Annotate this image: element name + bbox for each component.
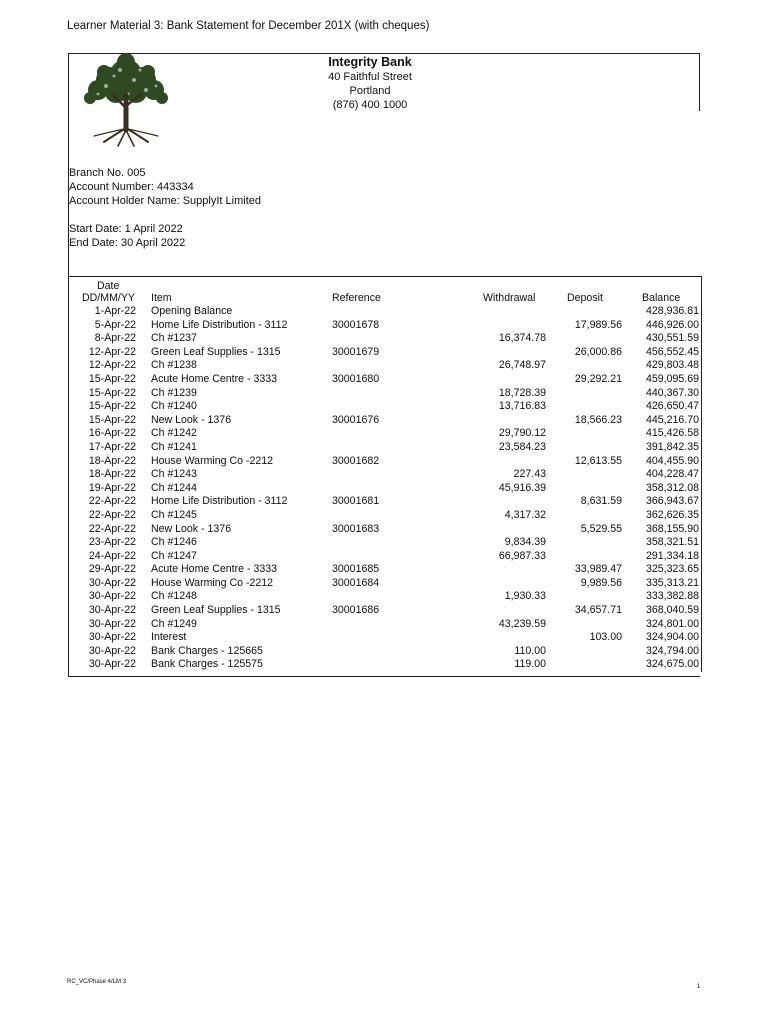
header-date-format: DD/MM/YY <box>82 292 135 304</box>
cell-deposit: 29,292.21 <box>574 372 622 385</box>
cell-date: 29-Apr-22 <box>88 563 136 576</box>
cell-date: 30-Apr-22 <box>88 576 136 589</box>
cell-item: Opening Balance <box>151 305 233 317</box>
cell-deposit: 8,631.59 <box>580 495 622 508</box>
cell-deposit: 26,000.86 <box>574 345 622 358</box>
cell-deposit: 17,989.56 <box>574 318 622 331</box>
cell-reference: 30001678 <box>332 318 380 331</box>
cell-balance: 446,926.00 <box>645 318 699 331</box>
account-details <box>69 166 261 250</box>
cell-date: 30-Apr-22 <box>88 617 136 630</box>
cell-date: 22-Apr-22 <box>88 508 136 521</box>
cell-date: 17-Apr-22 <box>88 440 136 453</box>
table-header <box>69 277 701 305</box>
cell-date: 30-Apr-22 <box>88 644 136 657</box>
cell-deposit: 9,989.56 <box>580 576 622 589</box>
cell-deposit: 33,989.47 <box>574 563 622 576</box>
cell-reference: 30001684 <box>332 576 380 589</box>
table-row <box>69 509 701 523</box>
cell-balance: 459,095.69 <box>645 372 699 385</box>
cell-date: 15-Apr-22 <box>88 372 136 385</box>
table-row <box>69 590 701 604</box>
cell-reference: 30001680 <box>332 372 380 385</box>
cell-date: 15-Apr-22 <box>88 386 136 399</box>
cell-withdrawal: 1,930.33 <box>504 590 546 603</box>
bank-city: Portland <box>349 85 391 97</box>
cell-date: 12-Apr-22 <box>88 359 136 372</box>
cell-balance: 324,794.00 <box>645 644 699 657</box>
cell-reference: 30001679 <box>332 345 380 358</box>
cell-reference: 30001683 <box>332 522 380 535</box>
cell-item: Ch #1237 <box>151 332 197 345</box>
header-reference: Reference <box>332 292 381 304</box>
cell-date: 23-Apr-22 <box>88 536 136 549</box>
cell-reference: 30001676 <box>332 413 380 426</box>
cell-date: 30-Apr-22 <box>88 604 136 617</box>
cell-balance: 324,675.00 <box>645 658 699 671</box>
table-row <box>69 400 701 414</box>
table-body <box>69 305 701 672</box>
cell-balance: 368,040.59 <box>645 604 699 617</box>
document-title: Learner Material 3: Bank Statement for December 201X (with cheques) <box>67 20 430 32</box>
cell-withdrawal: 18,728.39 <box>498 386 546 399</box>
cell-item: Ch #1239 <box>151 386 197 399</box>
cell-balance: 335,313.21 <box>645 576 699 589</box>
table-row <box>69 495 701 509</box>
cell-reference: 30001686 <box>332 604 380 617</box>
cell-balance: 324,904.00 <box>645 631 699 644</box>
cell-balance: 404,228.47 <box>645 468 699 481</box>
table-row <box>69 332 701 346</box>
cell-date: 8-Apr-22 <box>94 332 136 345</box>
bank-header <box>300 55 440 112</box>
cell-item: Ch #1246 <box>151 536 197 549</box>
cell-item: Acute Home Centre - 3333 <box>151 563 278 576</box>
table-row <box>69 359 701 373</box>
table-row <box>69 482 701 496</box>
header-date: Date <box>97 280 120 292</box>
footer-reference: RC_VC/Phase 4/LM 3 <box>67 979 127 985</box>
cell-withdrawal: 4,317.32 <box>504 508 546 521</box>
cell-balance: 324,801.00 <box>645 617 699 630</box>
cell-balance: 430,551.59 <box>645 332 699 345</box>
cell-item: New Look - 1376 <box>151 413 232 426</box>
cell-item: House Warming Co -2212 <box>151 576 274 589</box>
table-row <box>69 427 701 441</box>
cell-withdrawal: 66,987.33 <box>498 549 546 562</box>
table-row <box>69 645 701 659</box>
cell-item: Ch #1247 <box>151 549 197 562</box>
cell-reference: 30001681 <box>332 495 380 508</box>
table-row <box>69 604 701 618</box>
cell-balance: 358,312.08 <box>645 481 699 494</box>
cell-date: 30-Apr-22 <box>88 590 136 603</box>
table-row <box>69 441 701 455</box>
table-row <box>69 536 701 550</box>
cell-item: Bank Charges - 125665 <box>151 644 263 657</box>
cell-date: 1-Apr-22 <box>94 305 136 317</box>
page-number: 1 <box>697 984 701 990</box>
header-withdrawal: Withdrawal <box>483 292 536 304</box>
cell-balance: 415,426.58 <box>645 427 699 440</box>
cell-item: New Look - 1376 <box>151 522 232 535</box>
cell-balance: 456,552.45 <box>645 345 699 358</box>
cell-item: Bank Charges - 125575 <box>151 658 263 671</box>
cell-date: 24-Apr-22 <box>88 549 136 562</box>
cell-withdrawal: 29,790.12 <box>498 427 546 440</box>
cell-date: 22-Apr-22 <box>88 495 136 508</box>
cell-withdrawal: 110.00 <box>514 644 546 657</box>
table-row <box>69 563 701 577</box>
header-item: Item <box>151 292 172 304</box>
cell-balance: 291,334.18 <box>645 549 699 562</box>
table-row <box>69 577 701 591</box>
cell-balance: 404,455.90 <box>645 454 699 467</box>
cell-date: 12-Apr-22 <box>88 345 136 358</box>
cell-withdrawal: 9,834.39 <box>504 536 546 549</box>
cell-item: Ch #1238 <box>151 359 197 372</box>
cell-deposit: 34,657.71 <box>574 604 622 617</box>
cell-deposit: 5,529.55 <box>580 522 622 535</box>
cell-withdrawal: 26,748.97 <box>498 359 546 372</box>
cell-date: 19-Apr-22 <box>88 481 136 494</box>
end-date: End Date: 30 April 2022 <box>69 237 186 249</box>
cell-date: 16-Apr-22 <box>88 427 136 440</box>
account-holder: Account Holder Name: SupplyIt Limited <box>69 195 261 207</box>
header-balance: Balance <box>642 292 681 304</box>
cell-balance: 429,803.48 <box>645 359 699 372</box>
bank-street: 40 Faithful Street <box>328 71 412 83</box>
cell-balance: 440,367.30 <box>645 386 699 399</box>
cell-item: Ch #1240 <box>151 400 197 413</box>
cell-item: Ch #1243 <box>151 468 197 481</box>
table-row <box>69 523 701 537</box>
cell-withdrawal: 45,916.39 <box>498 481 546 494</box>
cell-item: Interest <box>151 631 187 644</box>
table-row <box>69 631 701 645</box>
bank-phone: (876) 400 1000 <box>332 99 408 111</box>
cell-balance: 366,943.67 <box>645 495 699 508</box>
cell-reference: 30001682 <box>332 454 380 467</box>
cell-item: House Warming Co -2212 <box>151 454 274 467</box>
cell-item: Ch #1245 <box>151 508 197 521</box>
cell-date: 15-Apr-22 <box>88 400 136 413</box>
cell-date: 30-Apr-22 <box>88 658 136 671</box>
cell-date: 22-Apr-22 <box>88 522 136 535</box>
table-row <box>69 346 701 360</box>
table-bottom-border <box>68 676 700 677</box>
cell-withdrawal: 119.00 <box>514 658 546 671</box>
table-row <box>69 658 701 672</box>
cell-item: Ch #1248 <box>151 590 197 603</box>
start-date: Start Date: 1 April 2022 <box>69 223 183 235</box>
bank-name: Integrity Bank <box>328 55 412 69</box>
cell-deposit: 18,566.23 <box>574 413 622 426</box>
cell-withdrawal: 16,374.78 <box>498 332 546 345</box>
cell-balance: 333,382.88 <box>645 590 699 603</box>
cell-balance: 325,323.65 <box>645 563 699 576</box>
cell-withdrawal: 43,239.59 <box>498 617 546 630</box>
cell-balance: 358,321.51 <box>645 536 699 549</box>
cell-reference: 30001685 <box>332 563 380 576</box>
cell-date: 30-Apr-22 <box>88 631 136 644</box>
cell-item: Green Leaf Supplies - 1315 <box>151 604 281 617</box>
tree-logo-icon <box>76 50 176 150</box>
cell-date: 18-Apr-22 <box>88 468 136 481</box>
table-row <box>69 319 701 333</box>
cell-item: Home Life Distribution - 3112 <box>151 318 288 331</box>
cell-balance: 426,650.47 <box>645 400 699 413</box>
table-row <box>69 618 701 632</box>
table-row <box>69 550 701 564</box>
table-row <box>69 387 701 401</box>
cell-item: Ch #1244 <box>151 481 197 494</box>
cell-withdrawal: 13,716.83 <box>498 400 546 413</box>
cell-balance: 391,842.35 <box>645 440 699 453</box>
cell-item: Green Leaf Supplies - 1315 <box>151 345 281 358</box>
cell-item: Ch #1249 <box>151 617 197 630</box>
cell-balance: 428,936.81 <box>645 305 699 317</box>
cell-item: Acute Home Centre - 3333 <box>151 372 278 385</box>
table-row <box>69 414 701 428</box>
cell-withdrawal: 227.43 <box>513 468 546 481</box>
cell-withdrawal: 23,584.23 <box>498 440 546 453</box>
table-row <box>69 455 701 469</box>
cell-item: Ch #1242 <box>151 427 197 440</box>
cell-item: Home Life Distribution - 3112 <box>151 495 288 508</box>
cell-date: 18-Apr-22 <box>88 454 136 467</box>
table-row <box>69 373 701 387</box>
transactions-table <box>68 276 702 672</box>
branch-number: Branch No. 005 <box>69 167 146 179</box>
cell-date: 5-Apr-22 <box>94 318 136 331</box>
frame-right-border <box>699 53 700 111</box>
cell-deposit: 12,613.55 <box>574 454 622 467</box>
cell-deposit: 103.00 <box>589 631 622 644</box>
cell-item: Ch #1241 <box>151 440 197 453</box>
cell-balance: 368,155.90 <box>645 522 699 535</box>
account-number: Account Number: 443334 <box>69 181 194 193</box>
cell-date: 15-Apr-22 <box>88 413 136 426</box>
cell-balance: 362,626.35 <box>645 508 699 521</box>
table-row <box>69 305 701 319</box>
cell-balance: 445,216.70 <box>645 413 699 426</box>
header-deposit: Deposit <box>567 292 603 304</box>
table-row <box>69 468 701 482</box>
